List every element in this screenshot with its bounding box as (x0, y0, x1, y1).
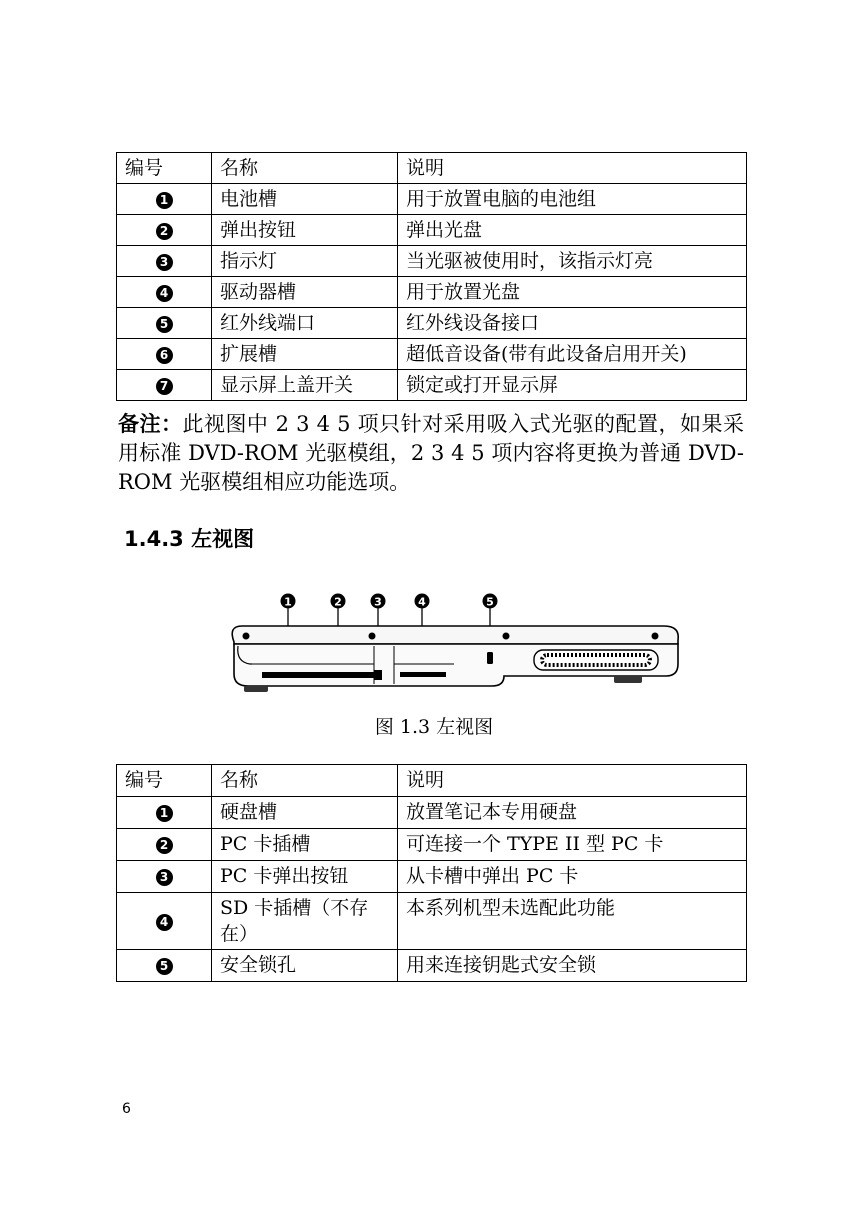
header-number: 编号 (117, 765, 212, 797)
item-name: 指示灯 (212, 246, 398, 277)
table-header-row (117, 765, 747, 797)
item-description: 可连接一个 TYPE II 型 PC 卡 (398, 829, 747, 861)
table-row (117, 950, 747, 982)
table-row (117, 797, 747, 829)
item-name: 显示屏上盖开关 (212, 370, 398, 401)
header-description: 说明 (398, 765, 747, 797)
item-name: 安全锁孔 (212, 950, 398, 982)
item-name: PC 卡插槽 (212, 829, 398, 861)
callout-number-icon: 5 (156, 316, 173, 333)
item-description: 用于放置电脑的电池组 (398, 184, 747, 215)
item-name: 红外线端口 (212, 308, 398, 339)
table-row (117, 215, 747, 246)
item-description: 锁定或打开显示屏 (398, 370, 747, 401)
callout-number-icon: 1 (156, 805, 173, 822)
table-row (117, 277, 747, 308)
item-description: 用来连接钥匙式安全锁 (398, 950, 747, 982)
item-name: 扩展槽 (212, 339, 398, 370)
figure-caption: 图 1.3 左视图 (374, 716, 494, 738)
table-row (117, 339, 747, 370)
item-name: 硬盘槽 (212, 797, 398, 829)
table-row (117, 861, 747, 893)
callout-number-icon: 1 (156, 192, 173, 209)
callout-number-icon: 6 (156, 347, 173, 364)
table-row (117, 370, 747, 401)
table-row (117, 246, 747, 277)
item-name: PC 卡弹出按钮 (212, 861, 398, 893)
item-description: 超低音设备(带有此设备启用开关) (398, 339, 747, 370)
page-number: 6 (122, 1101, 131, 1117)
note-label: 备注： (118, 412, 183, 436)
header-number: 编号 (117, 153, 212, 184)
header-name: 名称 (212, 153, 398, 184)
item-description: 用于放置光盘 (398, 277, 747, 308)
svg-text:5: 5 (486, 595, 494, 609)
table-row (117, 829, 747, 861)
callout-number-icon: 4 (156, 285, 173, 302)
callout-number-icon: 3 (156, 869, 173, 886)
item-description: 放置笔记本专用硬盘 (398, 797, 747, 829)
callout-number-icon: 7 (156, 378, 173, 395)
svg-text:4: 4 (418, 595, 426, 609)
item-description: 红外线设备接口 (398, 308, 747, 339)
item-name: SD 卡插槽（不存在） (212, 893, 398, 950)
callout-number-icon: 2 (156, 837, 173, 854)
svg-text:2: 2 (334, 595, 342, 609)
item-name: 驱动器槽 (212, 277, 398, 308)
table-row (117, 308, 747, 339)
item-description: 本系列机型未选配此功能 (398, 893, 747, 950)
svg-text:3: 3 (374, 595, 382, 609)
item-description: 当光驱被使用时，该指示灯亮 (398, 246, 747, 277)
ports-table-2 (116, 764, 747, 982)
callout-number-icon: 5 (156, 958, 173, 975)
item-description: 弹出光盘 (398, 215, 747, 246)
item-name: 电池槽 (212, 184, 398, 215)
header-description: 说明 (398, 153, 747, 184)
callout-number-icon: 4 (156, 914, 173, 931)
callout-number-icon: 2 (156, 223, 173, 240)
section-heading: 1.4.3 左视图 (124, 527, 255, 551)
header-name: 名称 (212, 765, 398, 797)
table-row (117, 184, 747, 215)
item-description: 从卡槽中弹出 PC 卡 (398, 861, 747, 893)
callout-number-icon: 3 (156, 254, 173, 271)
table-header-row (117, 153, 747, 184)
item-name: 弹出按钮 (212, 215, 398, 246)
table-row (117, 893, 747, 950)
ports-table-1 (116, 152, 747, 401)
svg-text:1: 1 (284, 595, 292, 609)
note-text: 此视图中 2 3 4 5 项只针对采用吸入式光驱的配置，如果采用标准 DVD-ROM 光驱模组，2 3 4 5 项内容将更换为普通 DVD-ROM 光驱模组相应功能选项。 (118, 412, 744, 494)
note-paragraph (118, 410, 744, 497)
laptop-left-view-figure (224, 588, 692, 696)
